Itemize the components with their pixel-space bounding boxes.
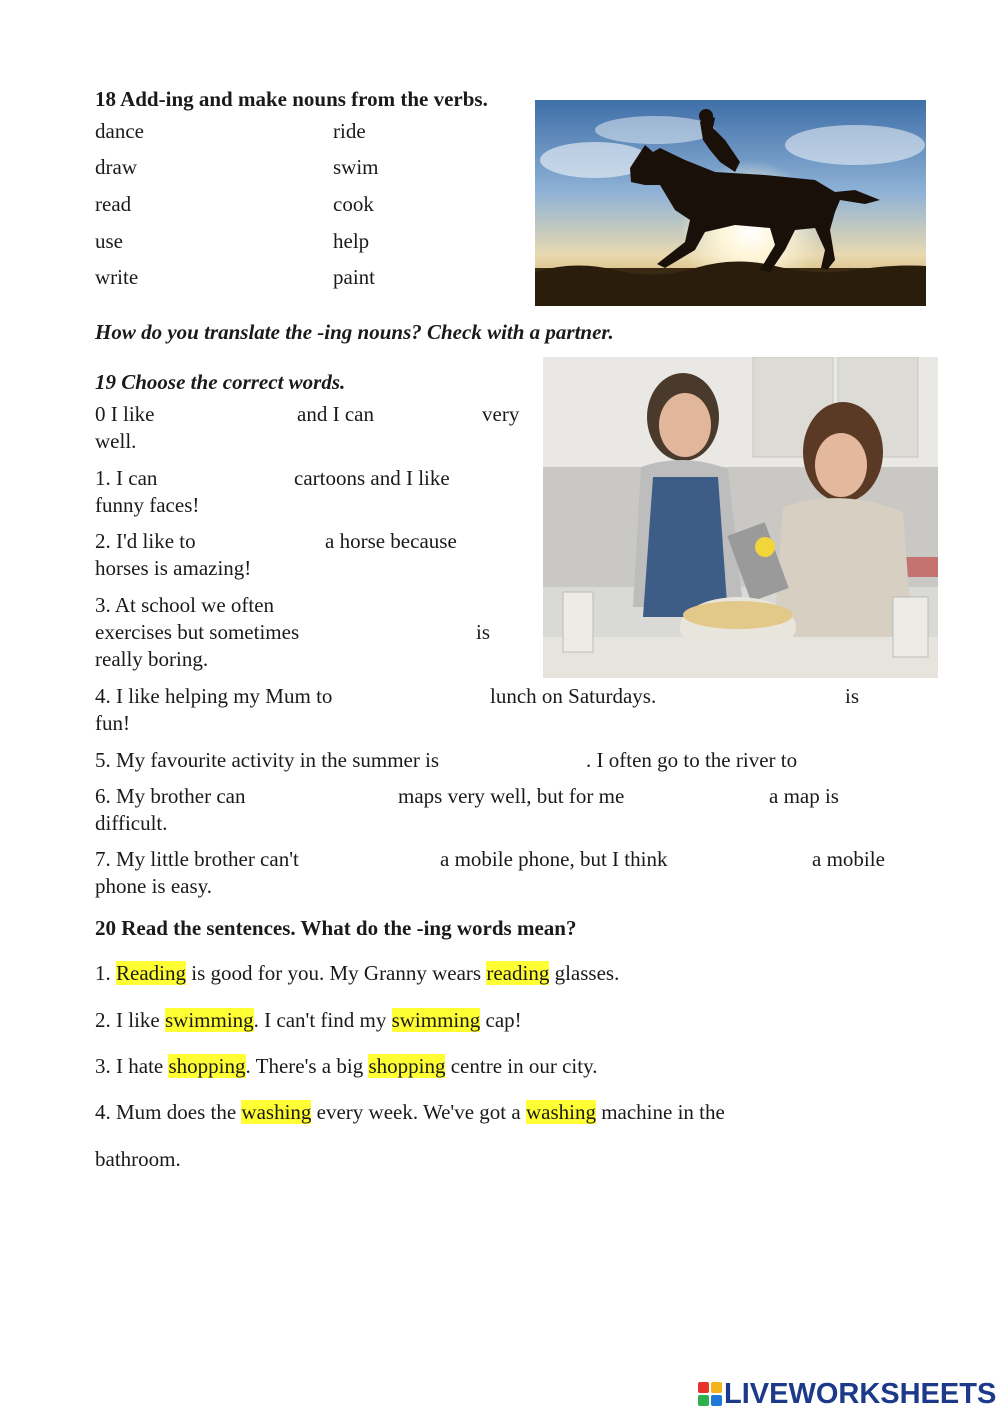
s3-part3: is [476, 620, 491, 644]
exercise-18-note: How do you translate the -ing nouns? Check with a partner. [95, 320, 614, 344]
verb-read: read [95, 192, 132, 216]
s1-part3: funny faces! [95, 493, 200, 517]
l4-t0: 4. Mum does the [95, 1100, 242, 1124]
ex20-line-5: bathroom. [95, 1147, 181, 1171]
logo-square-yellow [711, 1382, 722, 1393]
s5-part1: 5. My favourite activity in the summer is [95, 748, 440, 772]
s6-part1: 6. My brother can [95, 784, 246, 808]
s4-part2: lunch on Saturdays. [490, 684, 657, 708]
l2-t0: 2. I like [95, 1008, 165, 1032]
l4-t2: every week. We've got a [311, 1100, 526, 1124]
logo-square-red [698, 1382, 709, 1393]
l3-t0: 3. I hate [95, 1054, 169, 1078]
s5-part2: . I often go to the river to [586, 748, 798, 772]
s4-part3: is [845, 684, 860, 708]
logo-mark-icon [698, 1382, 722, 1406]
l4-highlight-1: washing [241, 1100, 312, 1124]
s7-part3: a mobile [812, 847, 885, 871]
l3-t2: . There's a big [245, 1054, 369, 1078]
s0-part3: very [482, 402, 520, 426]
verb-swim: swim [333, 155, 379, 179]
s0-part1: 0 I like [95, 402, 155, 426]
s2-part1: 2. I'd like to [95, 529, 196, 553]
verb-draw: draw [95, 155, 137, 179]
verb-cook: cook [333, 192, 374, 216]
horse-rider-image [535, 100, 926, 306]
verb-paint: paint [333, 265, 375, 289]
ex20-line-2 [95, 1007, 522, 1034]
s7-part4: phone is easy. [95, 874, 213, 898]
s1-part2: cartoons and I like [294, 466, 450, 490]
s1-part1: 1. I can [95, 466, 158, 490]
l2-highlight-1: swimming [164, 1008, 254, 1032]
ex20-line-3 [95, 1053, 597, 1080]
exercise-19-title: 19 Choose the correct words. [95, 370, 346, 394]
s4-part1: 4. I like helping my Mum to [95, 684, 333, 708]
l2-highlight-2: swimming [391, 1008, 481, 1032]
l1-highlight-1: Reading [116, 961, 186, 985]
s0-part2: and I can [297, 402, 374, 426]
logo-square-green [698, 1395, 709, 1406]
l1-t0: 1. [95, 961, 116, 985]
s3-part4: really boring. [95, 647, 209, 671]
exercise-20-title: 20 Read the sentences. What do the -ing words mean? [95, 916, 577, 940]
s6-part4: difficult. [95, 811, 168, 835]
l3-highlight-1: shopping [168, 1054, 246, 1078]
l3-t4: centre in our city. [445, 1054, 598, 1078]
exercise-18-title: 18 Add-ing and make nouns from the verbs. [95, 87, 488, 111]
s0-part4: well. [95, 429, 137, 453]
l4-t4: machine in the [595, 1100, 725, 1124]
s3-part1: 3. At school we often [95, 593, 275, 617]
verb-use: use [95, 229, 123, 253]
s7-part1: 7. My little brother can't [95, 847, 299, 871]
liveworksheets-logo [698, 1376, 996, 1412]
s7-part2: a mobile phone, but I think [440, 847, 668, 871]
l3-highlight-2: shopping [368, 1054, 446, 1078]
verb-write: write [95, 265, 139, 289]
ex20-line-4 [95, 1099, 725, 1126]
l1-t4: glasses. [549, 961, 620, 985]
s2-part3: horses is amazing! [95, 556, 252, 580]
ex20-line-1 [95, 960, 619, 987]
verb-ride: ride [333, 119, 366, 143]
verb-help: help [333, 229, 370, 253]
verb-dance: dance [95, 119, 144, 143]
l2-t2: . I can't find my [253, 1008, 392, 1032]
s3-part2: exercises but sometimes [95, 620, 300, 644]
cooking-image [543, 357, 938, 678]
l2-t4: cap! [480, 1008, 522, 1032]
l1-t2: is good for you. My Granny wears [185, 961, 487, 985]
s6-part2: maps very well, but for me [398, 784, 625, 808]
l1-highlight-2: reading [486, 961, 550, 985]
s4-part4: fun! [95, 711, 130, 735]
s2-part2: a horse because [325, 529, 457, 553]
l4-highlight-2: washing [525, 1100, 596, 1124]
logo-square-blue [711, 1395, 722, 1406]
logo-text: LIVEWORKSHEETS [724, 1377, 997, 1410]
s6-part3: a map is [769, 784, 839, 808]
